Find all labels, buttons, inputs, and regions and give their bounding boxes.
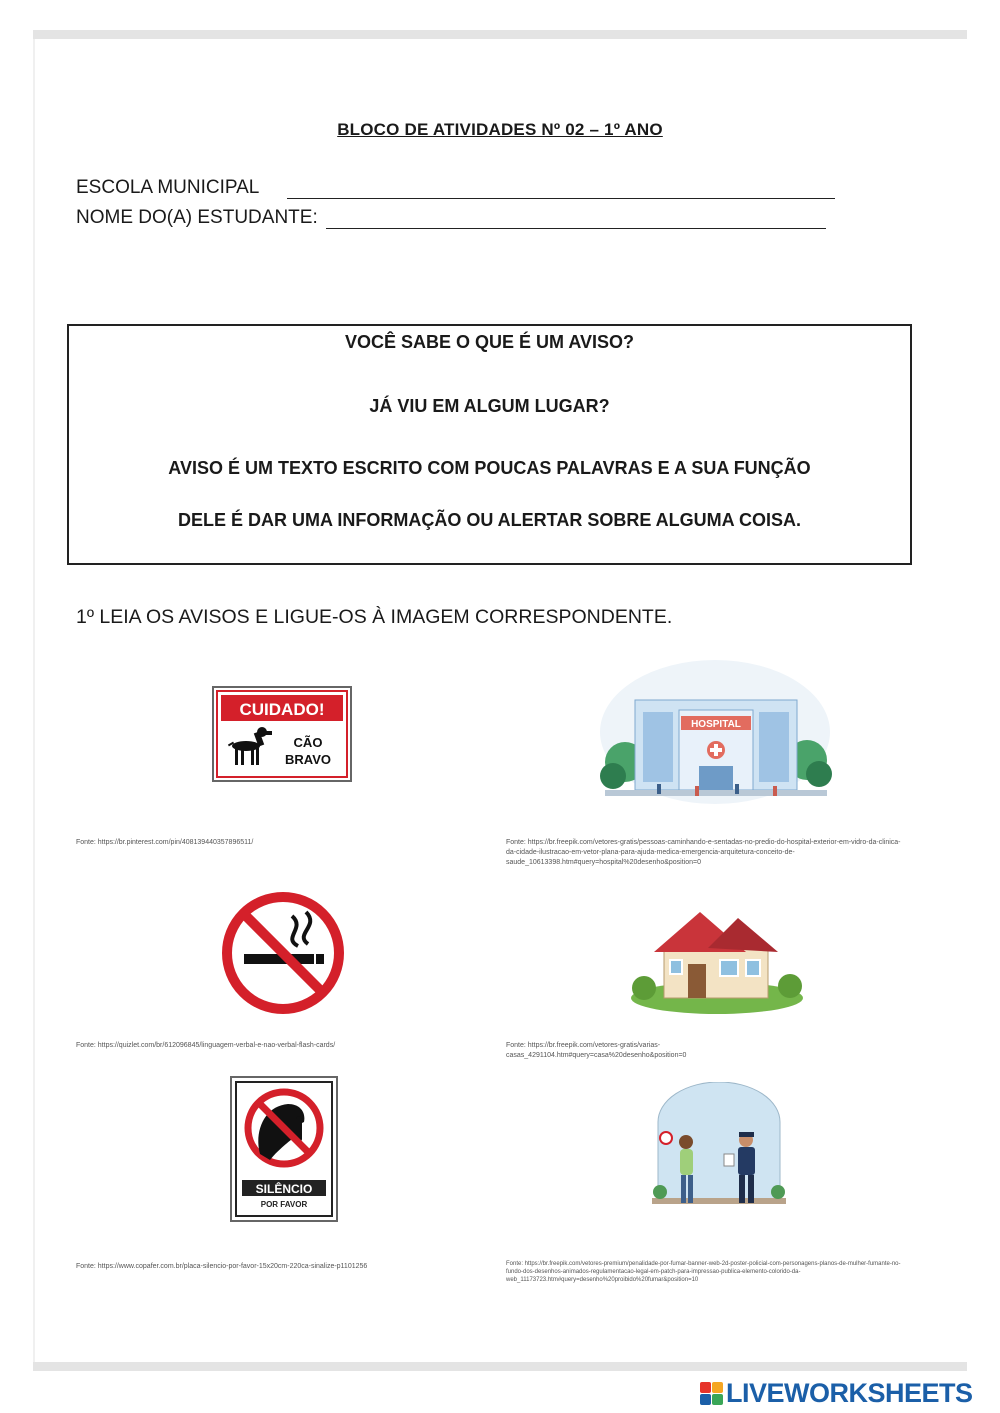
info-question-2: JÁ VIU EM ALGUM LUGAR?: [369, 396, 610, 416]
beware-sign-line1: CÃO: [293, 735, 323, 750]
info-definition-1: AVISO É UM TEXTO ESCRITO COM POUCAS PALAVRAS E A SUA FUNÇÃO: [168, 458, 811, 478]
source-police: Fonte: https://br.freepik.com/vetores-premium/penalidade-por-fumar-banner-web-2d-poster-policial-com-personagens-planos-de-mulher-fumante-no-fundo-dos-desenhos-animados-regulamentacao-legal-em-patch-para-impressao-publica-elemento-colorido-da-web_11173723.htm#query=desenho%20proibido%20fumar&position=10: [506, 1261, 901, 1283]
instruction-text: 1º LEIA OS AVISOS E LIGUE-OS À IMAGEM CORRESPONDENTE.: [76, 606, 673, 628]
source-house: Fonte: https://br.freepik.com/vetores-gratis/varias-casas_4291104.htm#query=casa%20desenho&position=0: [506, 1042, 687, 1059]
silence-sign-sub: POR FAVOR: [260, 1200, 308, 1209]
info-box: [67, 324, 912, 565]
beware-sign-heading: CUIDADO!: [239, 700, 325, 719]
liveworksheets-logo[interactable]: [700, 1378, 973, 1409]
silence-sign-heading: SILÊNCIO: [255, 1182, 313, 1196]
house-illustration[interactable]: [628, 900, 806, 1018]
source-silence: Fonte: https://www.copafer.com.br/placa-silencio-por-favor-15x20cm-220ca-sinalize-p1101256: [76, 1263, 368, 1270]
source-beware-dog: Fonte: https://br.pinterest.com/pin/408139440357896511/: [76, 839, 254, 846]
info-definition-2: DELE É DAR UMA INFORMAÇÃO OU ALERTAR SOBRE ALGUMA COISA.: [178, 510, 801, 530]
student-blank-line[interactable]: [326, 210, 826, 229]
hospital-illustration[interactable]: [595, 652, 835, 812]
police-smoker-illustration[interactable]: [644, 1082, 794, 1222]
student-field: [76, 207, 826, 229]
student-label: NOME DO(A) ESTUDANTE:: [76, 207, 318, 228]
page-frame-bottom: [33, 1362, 967, 1371]
school-label: ESCOLA MUNICIPAL: [76, 177, 260, 198]
page-title: BLOCO DE ATIVIDADES Nº 02 – 1º ANO: [337, 120, 663, 139]
school-blank-line[interactable]: [287, 180, 835, 199]
source-no-smoking: Fonte: https://quizlet.com/br/612096845/linguagem-verbal-e-nao-verbal-flash-cards/: [76, 1042, 336, 1049]
page-frame-top: [33, 30, 967, 39]
no-smoking-sign[interactable]: [220, 890, 346, 1016]
beware-dog-sign[interactable]: [212, 686, 352, 782]
silence-sign[interactable]: [230, 1076, 338, 1222]
page-frame-left: [33, 39, 35, 1362]
liveworksheets-mark-icon: [700, 1382, 723, 1405]
beware-sign-line2: BRAVO: [285, 752, 331, 767]
hospital-label: HOSPITAL: [691, 719, 741, 730]
liveworksheets-logo-text: LIVEWORKSHEETS: [726, 1378, 973, 1408]
school-field: [76, 177, 835, 199]
source-hospital: Fonte: https://br.freepik.com/vetores-gratis/pessoas-caminhando-e-sentadas-no-predio-do-hospital-exterior-em-vidro-da-clinica-da-cidade-ilustracao-em-vetor-plana-para-ajuda-medica-emergencia-arquitetura-conceito-de-saude_10613398.htm#query=hospital%20desenho&position=0: [506, 839, 901, 866]
info-question-1: VOCÊ SABE O QUE É UM AVISO?: [344, 332, 635, 352]
